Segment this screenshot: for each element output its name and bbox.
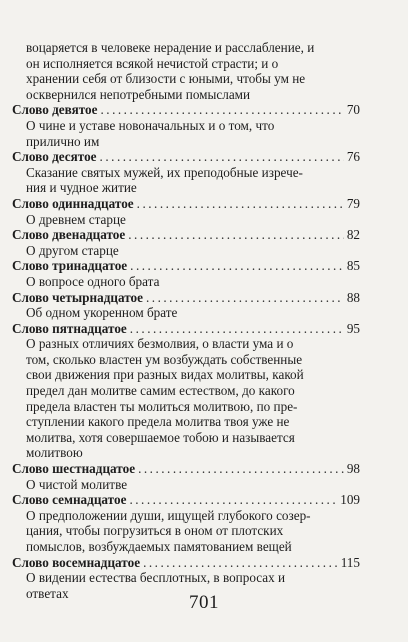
- description-line: молитва, хотя совершаемое тобою и называется: [26, 429, 295, 445]
- dot-leader: [130, 321, 344, 337]
- toc-description: [12, 336, 360, 461]
- description-line: прилично им: [26, 133, 100, 149]
- toc-entry-title: Слово семнадцатое: [12, 492, 127, 508]
- description-line: предел дан молитве самим естеством, до какого: [26, 383, 295, 399]
- description-line: ступлении какого предела молитва твоя уже не: [26, 414, 290, 430]
- toc-entry-title: Слово одиннадцатое: [12, 195, 134, 211]
- description-line: О древнем старце: [26, 211, 126, 227]
- description-line: осквернился непотребными помыслами: [26, 86, 251, 102]
- toc-description: [12, 305, 360, 321]
- description-line: ответах: [26, 585, 69, 601]
- toc-description: [12, 165, 360, 196]
- toc-entry: [12, 492, 360, 508]
- toc-description: [12, 477, 360, 493]
- dot-leader: [100, 149, 344, 165]
- toc-entry-title: Слово шестнадцатое: [12, 461, 136, 477]
- toc-entry: [12, 461, 360, 477]
- toc-entry-title: Слово десятое: [12, 149, 97, 165]
- toc-entry-title: Слово тринадцатое: [12, 258, 128, 274]
- description-line: Сказание святых мужей, их преподобные изрече-: [26, 164, 303, 180]
- description-line: О другом старце: [26, 242, 119, 258]
- dot-leader: [129, 492, 337, 508]
- description-line: свои движения при разных видах молитвы, какой: [26, 367, 304, 383]
- toc-entry: [12, 102, 360, 118]
- description-line: ния и чудное житие: [26, 180, 137, 196]
- toc-entry-title: Слово восемнадцатое: [12, 554, 141, 570]
- description-line: О чистой молитве: [26, 476, 128, 492]
- dot-leader: [130, 258, 344, 274]
- toc-description: [12, 40, 360, 102]
- toc-entry: [12, 290, 360, 306]
- toc-entry-page: 79: [346, 195, 360, 211]
- toc-entry-page: 109: [340, 492, 360, 508]
- toc-entry-page: 85: [346, 258, 360, 274]
- description-line: предела властен ты молиться молитвою, по пре-: [26, 398, 298, 414]
- description-line: помыслов, возбуждаемых памятованием вещей: [26, 539, 292, 554]
- toc-entry-page: 95: [346, 320, 360, 336]
- description-line: воцаряется в человеке нерадение и расслабление, и: [26, 40, 315, 55]
- description-line: О вопросе одного брата: [26, 273, 160, 289]
- toc-entry: [12, 196, 360, 212]
- dot-leader: [138, 461, 344, 477]
- toc-entry-page: 88: [346, 289, 360, 305]
- description-line: О разных отличиях безмолвия, о власти ума и о: [26, 336, 294, 352]
- dot-leader: [128, 227, 344, 243]
- toc-entry: [12, 321, 360, 337]
- toc-entry-title: Слово девятое: [12, 102, 98, 118]
- toc-entry: [12, 149, 360, 165]
- description-line: том, сколько властен ум возбуждать собственные: [26, 351, 303, 367]
- description-line: Об одном укоренном брате: [26, 305, 178, 321]
- toc-description: [12, 212, 360, 228]
- dot-leader: [143, 555, 338, 571]
- toc-entry-title: Слово четырнадцатое: [12, 289, 143, 305]
- toc-entry-page: 76: [346, 149, 360, 165]
- toc-entry: [12, 227, 360, 243]
- toc-entry-page: 98: [346, 461, 360, 477]
- toc-description: [12, 243, 360, 259]
- table-of-contents: [12, 40, 360, 601]
- toc-description: [12, 118, 360, 149]
- toc-entry-page: 115: [340, 554, 360, 570]
- description-line: О видении естества бесплотных, в вопросах и: [26, 570, 286, 586]
- toc-entry: [12, 258, 360, 274]
- description-line: О предположении души, ищущей глубокого созер-: [26, 507, 311, 523]
- dot-leader: [146, 290, 344, 306]
- toc-entry-title: Слово пятнадцатое: [12, 320, 127, 336]
- toc-entry: [12, 555, 360, 571]
- toc-description: [12, 274, 360, 290]
- description-line: цания, чтобы погрузиться в оном от плотских: [26, 523, 284, 539]
- description-line: хранении себя от близости с юными, чтобы ум не: [26, 71, 306, 87]
- description-line: О чине и уставе новоначальных и о том, что: [26, 117, 275, 133]
- toc-entry-title: Слово двенадцатое: [12, 227, 126, 243]
- dot-leader: [137, 196, 344, 212]
- page-number: 701: [189, 592, 219, 613]
- toc-description: [12, 508, 360, 555]
- description-line: молитвою: [26, 445, 83, 461]
- description-line: он исполняется всякой нечистой страсти; и о: [26, 55, 279, 71]
- toc-entry-page: 70: [346, 102, 360, 118]
- dot-leader: [100, 102, 343, 118]
- toc-entry-page: 82: [346, 227, 360, 243]
